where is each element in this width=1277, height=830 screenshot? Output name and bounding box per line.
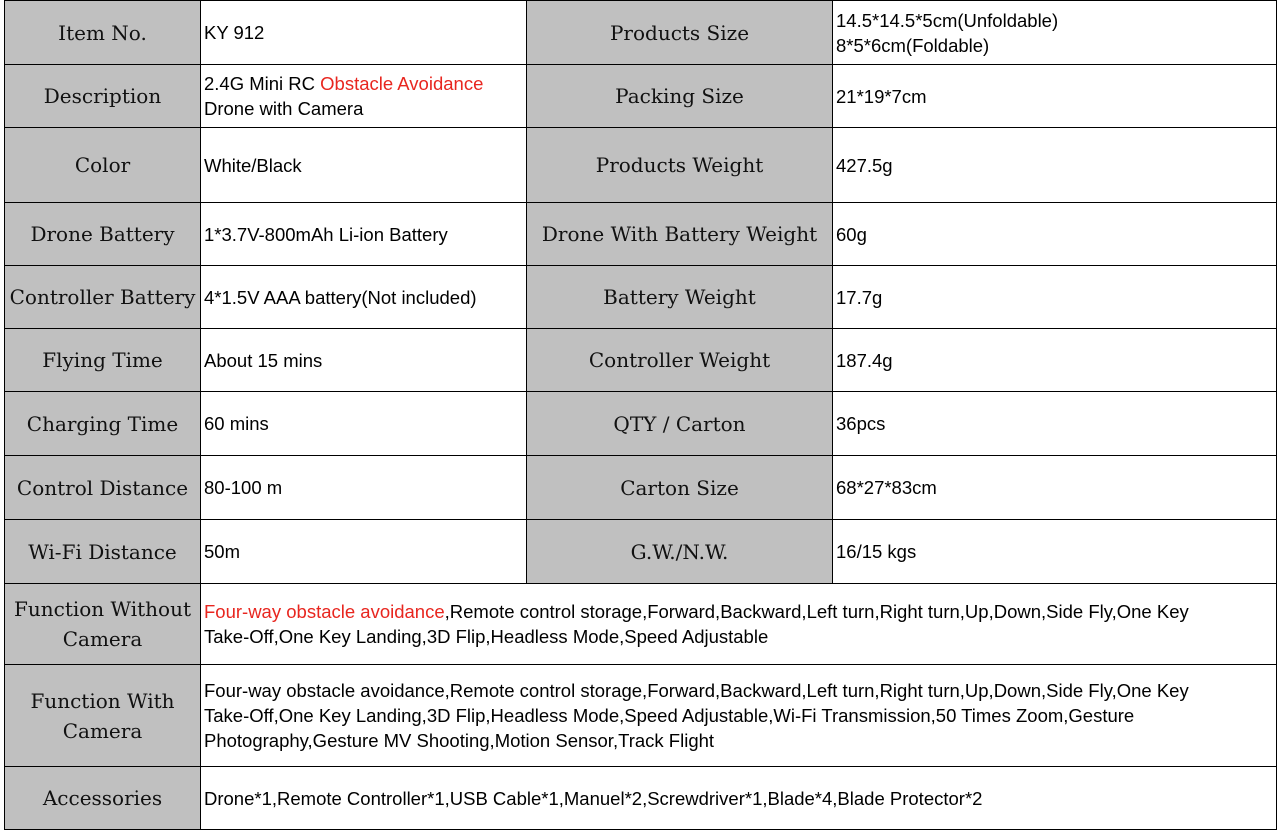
function-with-camera-line1: Four-way obstacle avoidance,Remote control storage,Forward,Backward,Left turn,Right turn,Up,Down,Side Fly,One Key [204, 680, 1189, 701]
value-function-without-camera [201, 584, 1277, 665]
value-wifi-distance: 50m [201, 520, 527, 584]
function-without-camera-label-line2: Camera [62, 627, 143, 651]
spec-row-charging-time [5, 392, 1277, 456]
label-carton-size: Carton Size [527, 456, 833, 520]
label-qty-carton: QTY / Carton [527, 392, 833, 456]
value-products-size [833, 1, 1277, 65]
spec-row-wifi-distance [5, 520, 1277, 584]
value-products-weight: 427.5g [833, 128, 1277, 203]
spec-row-description [5, 65, 1277, 128]
description-prefix: 2.4G Mini RC [204, 73, 321, 94]
label-products-weight: Products Weight [527, 128, 833, 203]
label-drone-battery: Drone Battery [5, 203, 201, 266]
label-function-without-camera [5, 584, 201, 665]
value-accessories: Drone*1,Remote Controller*1,USB Cable*1,Manuel*2,Screwdriver*1,Blade*4,Blade Protector*2 [201, 767, 1277, 830]
spec-row-drone-battery [5, 203, 1277, 266]
value-drone-with-battery-weight: 60g [833, 203, 1277, 266]
description-highlight: Obstacle Avoidance [320, 73, 484, 94]
function-with-camera-label-line2: Camera [62, 718, 143, 743]
label-controller-battery: Controller Battery [5, 266, 201, 329]
value-flying-time: About 15 mins [201, 329, 527, 392]
function-without-camera-label-line1: Function Without [13, 597, 192, 621]
description-line2: Drone with Camera [204, 98, 364, 119]
spec-row-control-distance [5, 456, 1277, 520]
spec-row-function-with-camera [5, 665, 1277, 767]
spec-row-item-no [5, 1, 1277, 65]
value-color: White/Black [201, 128, 527, 203]
value-function-with-camera [201, 665, 1277, 767]
function-without-camera-highlight: Four-way obstacle avoidance [204, 601, 445, 622]
label-flying-time: Flying Time [5, 329, 201, 392]
function-without-camera-rest: ,Remote control storage,Forward,Backward,Left turn,Right turn,Up,Down,Side Fly,One Key [444, 601, 1189, 622]
function-with-camera-line3: Photography,Gesture MV Shooting,Motion Sensor,Track Flight [204, 730, 715, 751]
label-function-with-camera [5, 665, 201, 767]
value-control-distance: 80-100 m [201, 456, 527, 520]
label-item-no: Item No. [5, 1, 201, 65]
value-gw-nw: 16/15 kgs [833, 520, 1277, 584]
label-charging-time: Charging Time [5, 392, 201, 456]
spec-row-flying-time [5, 329, 1277, 392]
product-spec-table [4, 0, 1277, 830]
spec-row-color [5, 128, 1277, 203]
label-drone-with-battery-weight: Drone With Battery Weight [527, 203, 833, 266]
label-products-size: Products Size [527, 1, 833, 65]
value-carton-size: 68*27*83cm [833, 456, 1277, 520]
value-packing-size: 21*19*7cm [833, 65, 1277, 128]
function-without-camera-line2: Take-Off,One Key Landing,3D Flip,Headless Mode,Speed Adjustable [204, 626, 769, 647]
value-item-no: KY 912 [201, 1, 527, 65]
label-wifi-distance: Wi-Fi Distance [5, 520, 201, 584]
value-charging-time: 60 mins [201, 392, 527, 456]
spec-row-function-without-camera [5, 584, 1277, 665]
label-packing-size: Packing Size [527, 65, 833, 128]
function-without-camera-line1 [204, 599, 1273, 624]
value-qty-carton: 36pcs [833, 392, 1277, 456]
description-line1 [204, 71, 523, 96]
function-with-camera-label-line1: Function With [30, 688, 175, 713]
value-drone-battery: 1*3.7V-800mAh Li-ion Battery [201, 203, 527, 266]
label-control-distance: Control Distance [5, 456, 201, 520]
label-color: Color [5, 128, 201, 203]
label-gw-nw: G.W./N.W. [527, 520, 833, 584]
value-controller-weight: 187.4g [833, 329, 1277, 392]
value-controller-battery: 4*1.5V AAA battery(Not included) [201, 266, 527, 329]
products-size-unfoldable: 14.5*14.5*5cm(Unfoldable) [836, 9, 1059, 31]
spec-row-accessories [5, 767, 1277, 830]
value-description [201, 65, 527, 128]
label-description: Description [5, 65, 201, 128]
products-size-foldable: 8*5*6cm(Foldable) [836, 34, 990, 56]
spec-row-controller-battery [5, 266, 1277, 329]
label-accessories: Accessories [5, 767, 201, 830]
function-with-camera-line2: Take-Off,One Key Landing,3D Flip,Headless Mode,Speed Adjustable,Wi-Fi Transmission,50 Times Zoom,Gesture [204, 705, 1135, 726]
value-battery-weight: 17.7g [833, 266, 1277, 329]
label-controller-weight: Controller Weight [527, 329, 833, 392]
label-battery-weight: Battery Weight [527, 266, 833, 329]
